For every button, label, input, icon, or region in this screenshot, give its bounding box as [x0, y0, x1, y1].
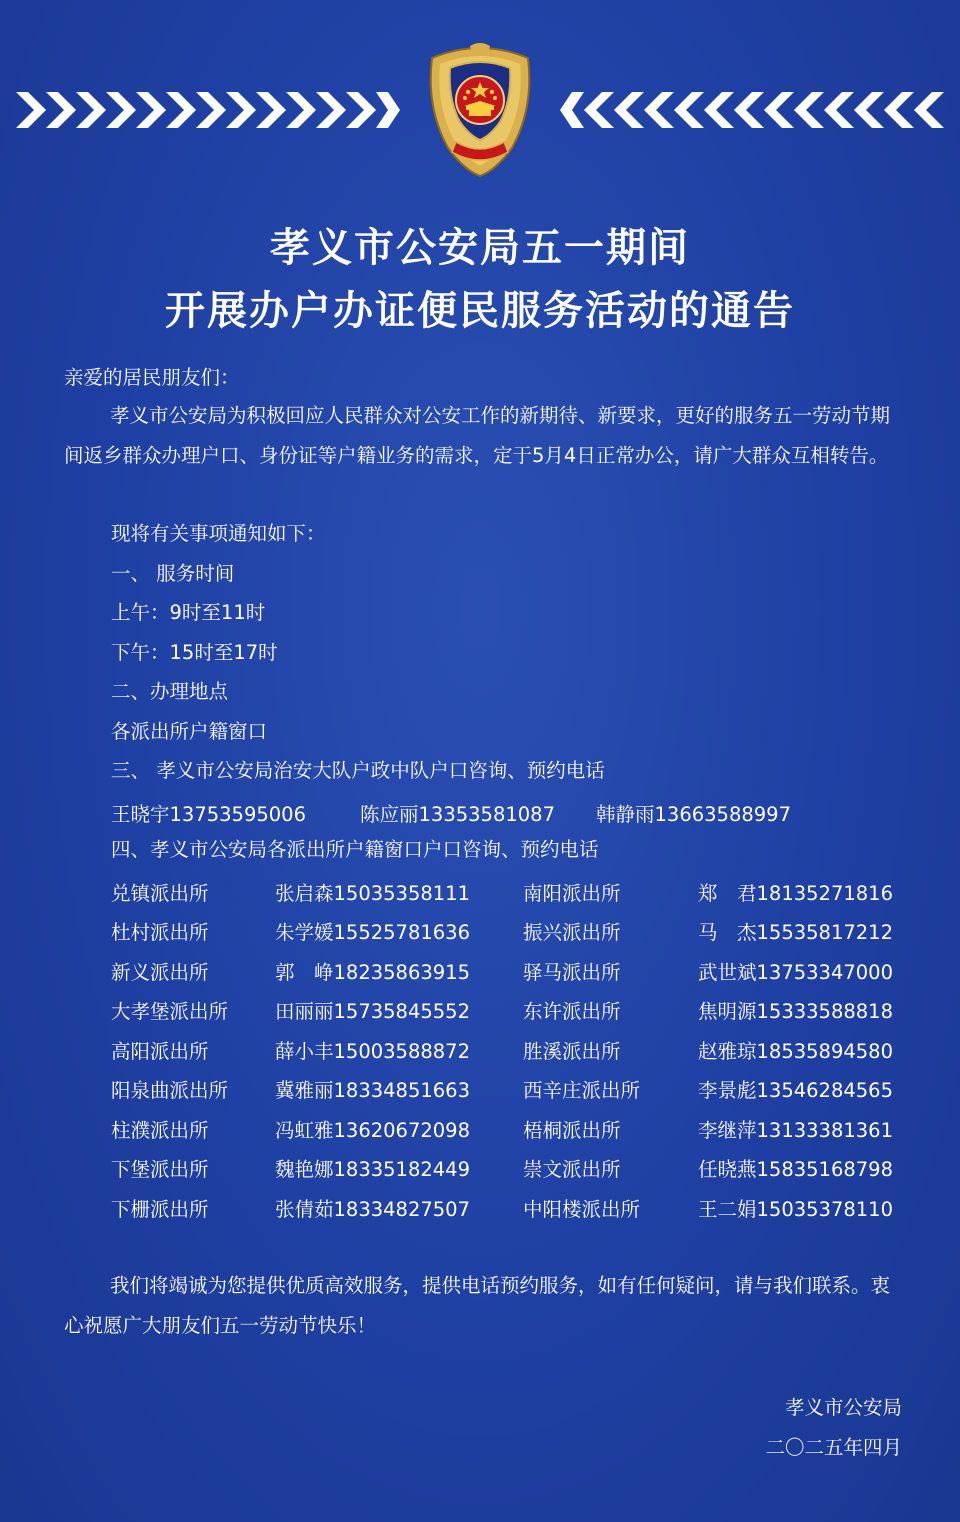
station-contact: 冀雅丽18334851663: [275, 1079, 470, 1102]
station-name: 崇文派出所: [523, 1158, 621, 1181]
station-contact: 郭 峥18235863915: [275, 961, 470, 984]
station-row: [0, 1194, 960, 1224]
station-name: 杜村派出所: [111, 921, 209, 944]
notice-title-line2: 开展办户办证便民服务活动的通告: [165, 288, 795, 334]
signature-org: 孝义市公安局: [784, 1396, 902, 1419]
section4-title: 四、孝义市公安局各派出所户籍窗口户口咨询、预约电话: [111, 838, 599, 861]
station-name: 梧桐派出所: [523, 1119, 621, 1142]
intro-text: 孝义市公安局为积极回应人民群众对公安工作的新期待、新要求，更好的服务五一劳动节期间返乡群众办理户口、身份证等户籍业务的需求，定于5月4日正常办公，请广大群众互相转告。: [64, 404, 891, 467]
station-name: 驿马派出所: [523, 961, 621, 984]
section3-contact: 陈应丽13353581087: [360, 803, 555, 826]
closing-text: 我们将竭诚为您提供优质高效服务，提供电话预约服务，如有任何疑问，请与我们联系。衷心祝愿广大朋友们五一劳动节快乐！: [64, 1274, 891, 1337]
header-band: [0, 0, 960, 200]
afternoon-hours: 下午：15时至17时: [111, 641, 278, 664]
station-contact: 马 杰15535817212: [698, 921, 893, 944]
station-contact: 武世斌13753347000: [698, 961, 893, 984]
station-name: 大孝堡派出所: [111, 1000, 229, 1023]
morning-hours: 上午：9时至11时: [111, 601, 266, 624]
station-row: [0, 996, 960, 1026]
station-name: 柱濮派出所: [111, 1119, 209, 1142]
signature-date: 二〇二五年四月: [765, 1436, 902, 1459]
notify-line: 现将有关事项通知如下：: [111, 522, 326, 545]
station-contact: 张倩茹18334827507: [275, 1198, 470, 1221]
station-contact: 李景彪13546284565: [698, 1079, 893, 1102]
station-name: 兑镇派出所: [111, 882, 209, 905]
station-contact: 薛小丰15003588872: [275, 1040, 470, 1063]
police-emblem-icon: [412, 38, 548, 178]
station-row: [0, 1075, 960, 1105]
station-name: 西辛庄派出所: [523, 1079, 641, 1102]
station-row: [0, 1036, 960, 1066]
station-contact: 田丽丽15735845552: [275, 1000, 470, 1023]
station-name: 振兴派出所: [523, 921, 621, 944]
section2-title: 二、办理地点: [111, 680, 229, 703]
station-row: [0, 957, 960, 987]
section3-contact: 王晓宇13753595006: [111, 803, 306, 826]
station-contact: 王二娟15035378110: [698, 1198, 893, 1221]
station-contact: 冯虹雅13620672098: [275, 1119, 470, 1142]
station-contact: 张启森15035358111: [275, 882, 470, 905]
section3-contacts: [0, 799, 960, 829]
station-row: [0, 1115, 960, 1145]
station-name: 高阳派出所: [111, 1040, 209, 1063]
intro-paragraph: [64, 396, 900, 475]
section1-title: 一、 服务时间: [111, 562, 235, 585]
station-contact: 任晓燕15835168798: [698, 1158, 893, 1181]
station-row: [0, 1154, 960, 1184]
station-name: 新义派出所: [111, 961, 209, 984]
chevrons-left-icon: [558, 88, 944, 132]
station-name: 南阳派出所: [523, 882, 621, 905]
notice-title-line1: 孝义市公安局五一期间: [270, 225, 690, 271]
section3-title: 三、 孝义市公安局治安大队户政中队户口咨询、预约电话: [111, 759, 605, 782]
closing-paragraph: [64, 1266, 900, 1345]
station-row: [0, 917, 960, 947]
station-name: 阳泉曲派出所: [111, 1079, 229, 1102]
station-contact: 焦明源15333588818: [698, 1000, 893, 1023]
station-contact: 李继萍13133381361: [698, 1119, 893, 1142]
station-contact: 赵雅琼18535894580: [698, 1040, 893, 1063]
station-row: [0, 878, 960, 908]
station-name: 东许派出所: [523, 1000, 621, 1023]
station-name: 下堡派出所: [111, 1158, 209, 1181]
station-contact: 魏艳娜18335182449: [275, 1158, 470, 1181]
station-name: 中阳楼派出所: [523, 1198, 641, 1221]
station-contact: 朱学媛15525781636: [275, 921, 470, 944]
station-name: 下栅派出所: [111, 1198, 209, 1221]
greeting: 亲爱的居民朋友们：: [64, 366, 240, 389]
chevrons-right-icon: [16, 88, 400, 132]
station-name: 胜溪派出所: [523, 1040, 621, 1063]
station-contact: 郑 君18135271816: [698, 882, 893, 905]
section3-contact: 韩静雨13663588997: [596, 803, 791, 826]
location: 各派出所户籍窗口: [111, 720, 268, 743]
